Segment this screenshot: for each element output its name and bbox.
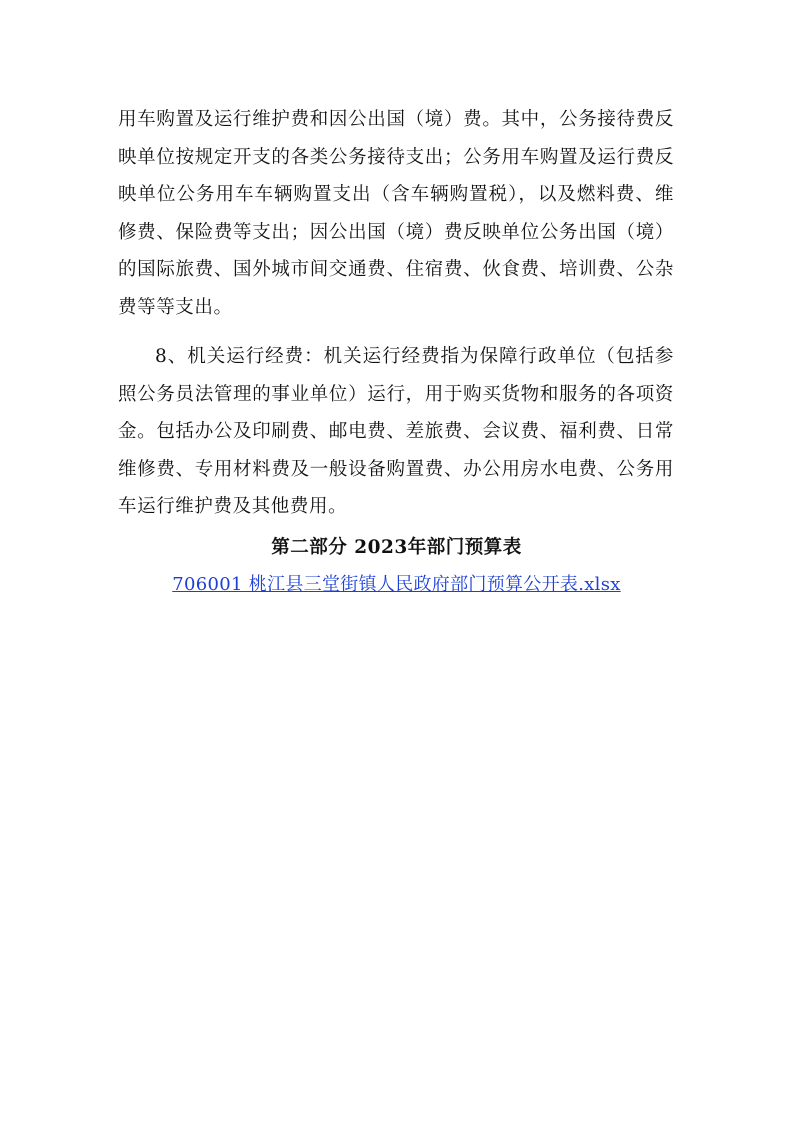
attachment-link[interactable]: 706001 桃江县三堂街镇人民政府部门预算公开表.xlsx (172, 574, 621, 595)
section-heading: 第二部分 2023年部门预算表 (271, 537, 522, 558)
paragraph-expense-definitions: 用车购置及运行维护费和因公出国（境）费。其中，公务接待费反映单位按规定开支的各类公务接待支出；公务用车购置及运行费反映单位公务用车车辆购置支出（含车辆购置税），以及燃料费、维修费、保险费等支出；因公出国（境）费反映单位公务出国（境）的国际旅费、国外城市间交通费、住宿费、伙食费、培训费、公杂费等等支出。 (118, 109, 674, 318)
paragraph-operating-expenses: 8、机关运行经费：机关运行经费指为保障行政单位（包括参照公务员法管理的事业单位）运行，用于购买货物和服务的各项资金。包括办公及印刷费、邮电费、差旅费、会议费、福利费、日常维修费、专用材料费及一般设备购置费、办公用房水电费、公务用车运行维护费及其他费用。 (118, 346, 674, 517)
